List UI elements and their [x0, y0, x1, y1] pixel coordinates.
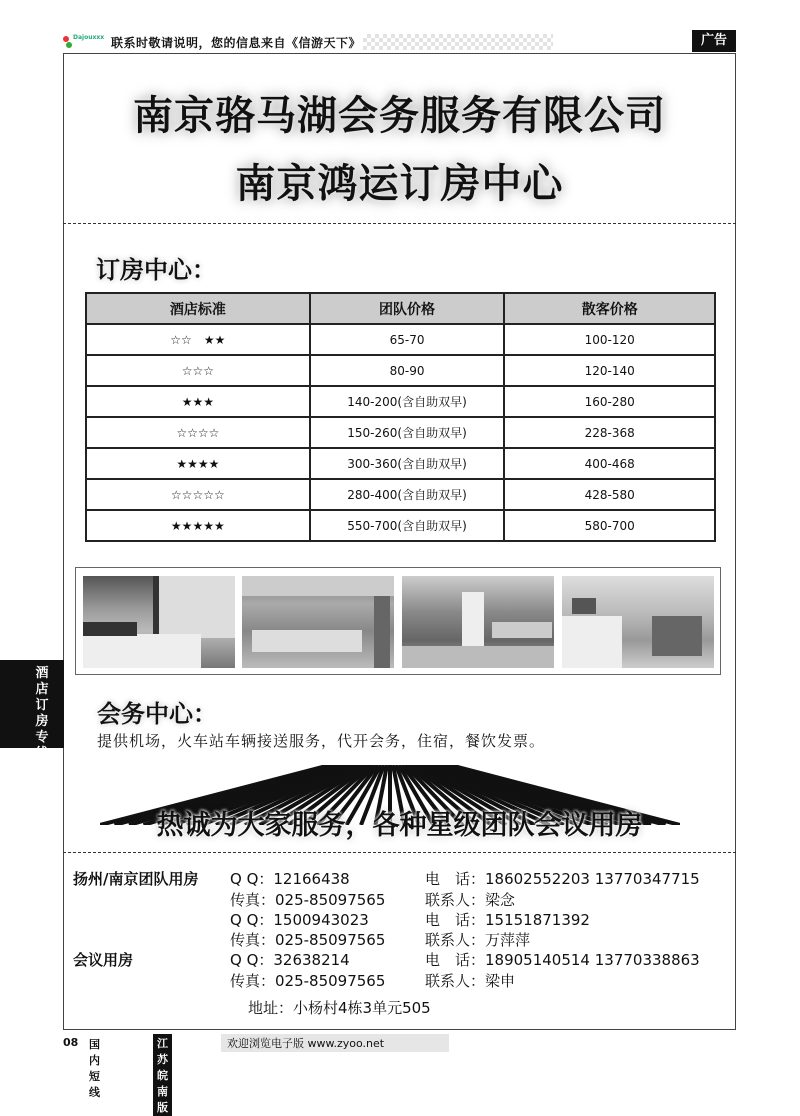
- center-title: 南京鸿运订房中心: [235, 161, 564, 207]
- qq-line: Q Q：32638214: [230, 951, 350, 969]
- hotel-standard: ☆☆☆: [86, 355, 310, 386]
- divider: [63, 852, 736, 853]
- contact-person-line: 联系人：梁念: [425, 891, 516, 909]
- hotel-lobby-photo: [242, 576, 394, 668]
- individual-price: 228-368: [504, 417, 715, 448]
- hotel-standard: ★★★★: [86, 448, 310, 479]
- column-header: 酒店标准: [86, 293, 310, 324]
- group-booking-label: 扬州/南京团队用房: [73, 870, 199, 888]
- group-price: 280-400(含自助双早): [310, 479, 505, 510]
- qq-line: Q Q：12166438: [230, 870, 350, 888]
- meeting-room-label: 会议用房: [73, 951, 134, 969]
- phone-line: 电 话：18602552203 13770347715: [425, 870, 700, 888]
- table-row: [86, 386, 715, 417]
- individual-price: 400-468: [504, 448, 715, 479]
- individual-price: 160-280: [504, 386, 715, 417]
- hotel-hall-photo: [402, 576, 554, 668]
- ad-tag: 广告: [692, 30, 736, 52]
- publication-logo: [63, 34, 103, 50]
- company-title: 南京骆马湖会务服务有限公司: [133, 93, 666, 139]
- group-price: 150-260(含自助双早): [310, 417, 505, 448]
- individual-price: 100-120: [504, 324, 715, 355]
- table-row: [86, 324, 715, 355]
- phone-line: 电 话：15151871392: [425, 911, 590, 929]
- hotel-standard: ★★★★★: [86, 510, 310, 541]
- hotel-photo-strip: [75, 567, 721, 675]
- hotel-standard: ★★★: [86, 386, 310, 417]
- table-row: [86, 510, 715, 541]
- column-header: 团队价格: [310, 293, 505, 324]
- logo-text: Dajouxxx: [73, 34, 105, 41]
- fax-line: 传真：025-85097565: [230, 931, 386, 949]
- page-number: 08: [63, 1036, 79, 1049]
- edition-badge: 江苏皖南版: [153, 1034, 172, 1116]
- hotel-standard: ☆☆☆☆☆: [86, 479, 310, 510]
- hotel-standard: ☆☆ ★★: [86, 324, 310, 355]
- fax-line: 传真：025-85097565: [230, 972, 386, 990]
- contact-person-line: 联系人：万萍萍: [425, 931, 531, 949]
- table-header-row: [86, 293, 715, 324]
- group-price: 550-700(含自助双早): [310, 510, 505, 541]
- group-price: 300-360(含自助双早): [310, 448, 505, 479]
- qq-line: Q Q：1500943023: [230, 911, 369, 929]
- group-price: 80-90: [310, 355, 505, 386]
- table-row: [86, 479, 715, 510]
- website-link[interactable]: 欢迎浏览电子版 www.zyoo.net: [221, 1034, 449, 1052]
- rate-table: [85, 292, 716, 542]
- hotel-room-photo: [83, 576, 235, 668]
- contact-person-line: 联系人：梁申: [425, 972, 516, 990]
- divider: [63, 223, 736, 224]
- fax-line: 传真：025-85097565: [230, 891, 386, 909]
- checker-decoration: [363, 34, 553, 50]
- section-name: 国内短线: [89, 1038, 100, 1099]
- phone-line: 电 话：18905140514 13770338863: [425, 951, 700, 969]
- column-header: 散客价格: [504, 293, 715, 324]
- group-price: 140-200(含自助双早): [310, 386, 505, 417]
- table-row: [86, 448, 715, 479]
- address: 地址：小杨村4栋3单元505: [248, 999, 431, 1017]
- hotel-bedroom-photo: [562, 576, 714, 668]
- page-header: [63, 32, 733, 52]
- table-row: [86, 355, 715, 386]
- table-row: [86, 417, 715, 448]
- side-section-tab: [0, 660, 64, 761]
- hotel-standard: ☆☆☆☆: [86, 417, 310, 448]
- group-price: 65-70: [310, 324, 505, 355]
- meeting-description: 提供机场，火车站车辆接送服务，代开会务，住宿，餐饮发票。: [97, 732, 546, 750]
- individual-price: 120-140: [504, 355, 715, 386]
- meeting-heading: 会务中心：: [97, 700, 217, 728]
- individual-price: 428-580: [504, 479, 715, 510]
- side-tab-label: 酒 店 订 房 专 线: [35, 666, 49, 761]
- booking-heading: 订房中心：: [96, 256, 216, 284]
- source-notice: 联系时敬请说明，您的信息来自《信游天下》: [111, 36, 362, 50]
- individual-price: 580-700: [504, 510, 715, 541]
- slogan: 热诚为大家服务，各种星级团队会议用房: [156, 810, 643, 841]
